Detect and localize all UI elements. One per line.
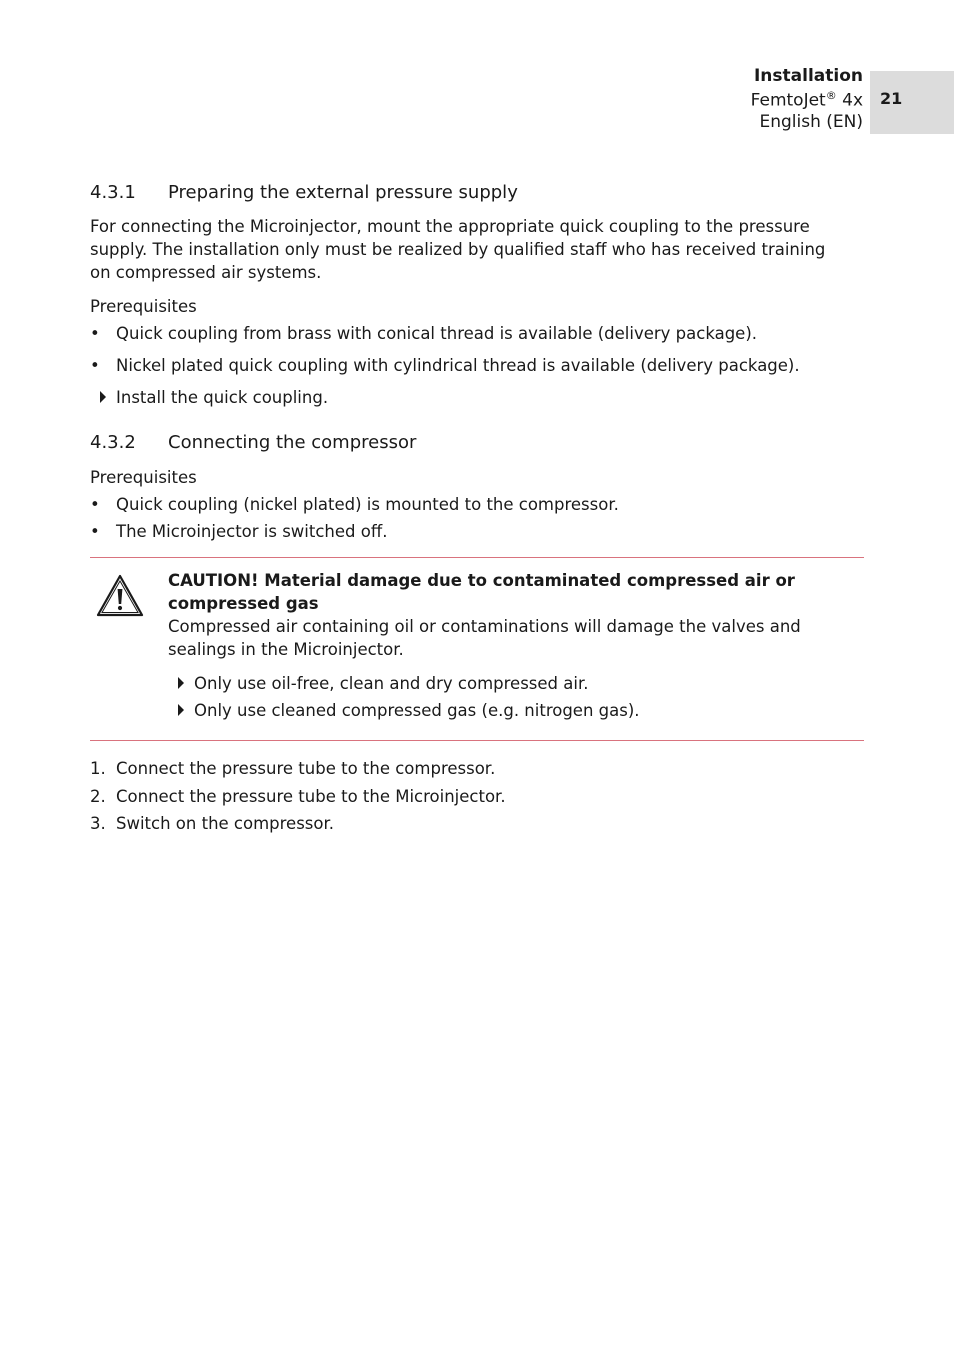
list-item [90,354,864,377]
section-heading-431 [90,181,518,204]
step-text: Connect the pressure tube to the Microinjector. [116,787,506,806]
numbered-step [90,785,864,808]
bullet: • [90,324,100,343]
paragraph-line: supply. The installation only must be realized by qualified staff who has received training [90,240,826,259]
chapter-title: Installation [753,66,863,86]
bullet: • [90,495,100,514]
numbered-step [90,757,864,780]
caution-bottom-rule [90,740,864,741]
caution-action [168,672,858,695]
page-number: 21 [880,89,903,108]
action-arrow-icon [100,391,106,403]
caution-action [168,699,858,722]
step-number: 3. [90,814,106,833]
caution-title-line: compressed gas [168,594,319,613]
language-label: English (EN) [759,112,863,132]
list-item-text: Quick coupling from brass with conical thread is available (delivery package). [116,324,758,343]
caution-body [168,615,868,661]
product-name [751,89,863,111]
numbered-step [90,812,864,835]
action-step [90,386,864,409]
product-name-text: FemtoJet [750,90,826,111]
list-item [90,520,864,543]
prerequisites-label: Prerequisites [90,297,197,316]
bullet: • [90,356,100,375]
caution-title-line: CAUTION! Material damage due to contaminated compressed air or [168,571,795,590]
caution-body-line: sealings in the Microinjector. [168,640,404,659]
action-arrow-icon [178,677,184,689]
action-text: Only use oil-free, clean and dry compressed air. [194,674,589,693]
list-item [90,322,864,345]
action-arrow-icon [178,704,184,716]
paragraph-line: on compressed air systems. [90,263,322,282]
step-number: 2. [90,787,106,806]
action-text: Install the quick coupling. [116,388,329,407]
step-text: Connect the pressure tube to the compressor. [116,759,496,778]
action-text: Only use cleaned compressed gas (e.g. nitrogen gas). [194,701,640,720]
section-number: 4.3.1 [90,182,136,203]
step-text: Switch on the compressor. [116,814,335,833]
list-item [90,493,864,516]
caution-top-rule [90,557,864,558]
warning-triangle-icon [96,574,144,617]
intro-paragraph [90,215,870,284]
list-item-text: Quick coupling (nickel plated) is mounted to the compressor. [116,495,619,514]
paragraph-line: For connecting the Microinjector, mount the appropriate quick coupling to the pressure [90,217,810,236]
section-title: Preparing the external pressure supply [168,182,518,203]
caution-title [168,569,868,615]
step-number: 1. [90,759,106,778]
section-number: 4.3.2 [90,432,136,453]
list-item-text: The Microinjector is switched off. [116,522,388,541]
section-heading-432 [90,431,416,454]
prerequisites-label: Prerequisites [90,468,197,487]
caution-message [168,569,868,661]
registered-mark: ® [825,89,837,102]
section-title: Connecting the compressor [168,432,417,453]
list-item-text: Nickel plated quick coupling with cylindrical thread is available (delivery package). [116,356,800,375]
product-suffix: 4x [836,90,863,111]
bullet: • [90,522,100,541]
caution-body-line: Compressed air containing oil or contaminations will damage the valves and [168,617,801,636]
